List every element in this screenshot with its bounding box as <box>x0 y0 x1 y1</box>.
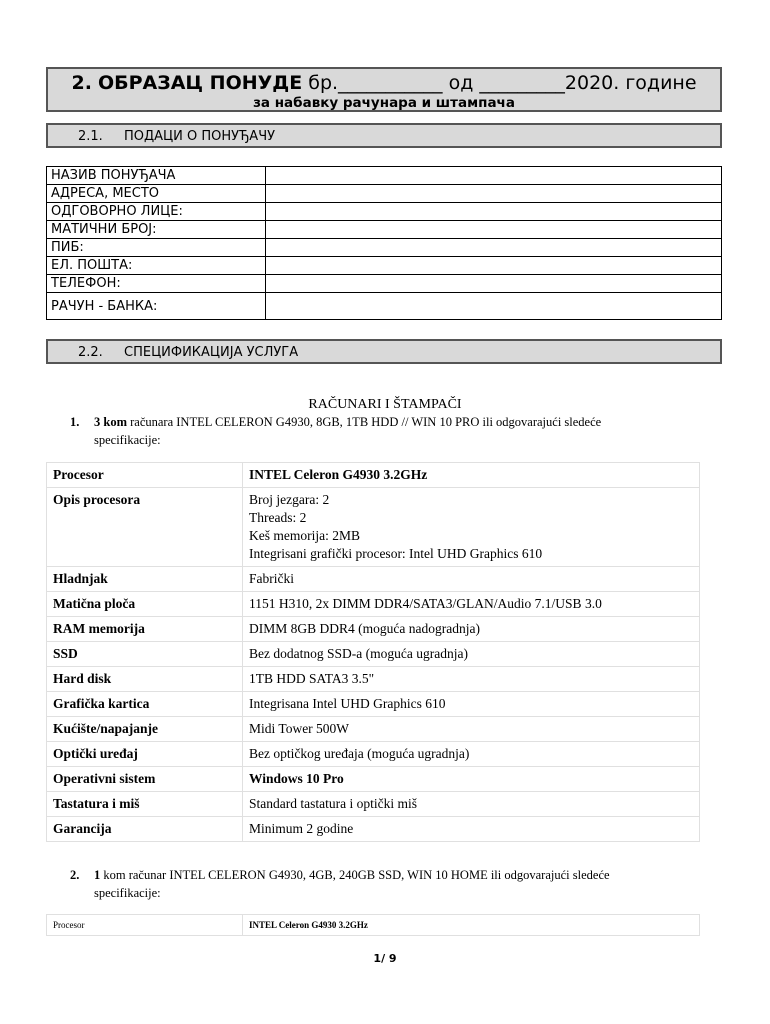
table-row <box>47 642 700 667</box>
table-row <box>47 592 700 617</box>
item-text: računara INTEL CELERON G4930, 8GB, 1TB HDD // WIN 10 PRO ili odgovarajući sledeće <box>130 415 602 429</box>
spec-value <box>243 692 700 717</box>
table-row <box>47 915 700 936</box>
bidder-field-value[interactable] <box>266 221 722 239</box>
table-row <box>47 667 700 692</box>
spec-key: RAM memorija <box>47 617 243 642</box>
spec-table-2 <box>46 914 700 936</box>
bidder-field-value[interactable] <box>266 293 722 320</box>
spec-value-line: Minimum 2 godine <box>249 821 354 836</box>
table-row <box>47 567 700 592</box>
bidder-row <box>47 203 722 221</box>
table-row <box>47 767 700 792</box>
spec-value <box>243 642 700 667</box>
section-number: 2.2. <box>78 345 103 360</box>
spec-value-line: INTEL Celeron G4930 3.2GHz <box>249 467 428 482</box>
section-label: СПЕЦИФИКАЦИЈА УСЛУГА <box>124 345 299 360</box>
spec-value <box>243 742 700 767</box>
section-label: ПОДАЦИ О ПОНУЂАЧУ <box>124 129 276 144</box>
spec-value-line: 1TB HDD SATA3 3.5" <box>249 671 375 686</box>
spec-value-line: Standard tastatura i optički miš <box>249 796 417 811</box>
spec-value <box>243 488 700 567</box>
bidder-field-label: РАЧУН - БАНКА: <box>47 293 266 320</box>
item-text-cont: specifikacije: <box>94 433 161 447</box>
bidder-field-value[interactable] <box>266 275 722 293</box>
spec-key: Hladnjak <box>47 567 243 592</box>
spec-value <box>243 617 700 642</box>
bidder-row <box>47 239 722 257</box>
spec-value-line: Integrisana Intel UHD Graphics 610 <box>249 696 446 711</box>
bidder-row <box>47 293 722 320</box>
bidder-field-label: ПИБ: <box>47 239 266 257</box>
spec-value <box>243 792 700 817</box>
spec-key: Garancija <box>47 817 243 842</box>
bidder-field-label: МАТИЧНИ БРОЈ: <box>47 221 266 239</box>
spec-key: Procesor <box>47 463 243 488</box>
item-2-description <box>70 866 690 902</box>
spec-value-line: DIMM 8GB DDR4 (moguća nadogradnja) <box>249 621 480 636</box>
spec-heading: RAČUNARI I ŠTAMPAČI <box>308 397 462 412</box>
bidder-row <box>47 257 722 275</box>
table-row <box>47 617 700 642</box>
table-row <box>47 488 700 567</box>
spec-value-line: Threads: 2 <box>249 510 307 525</box>
bidder-field-label: АДРЕСА, МЕСТО <box>47 185 266 203</box>
bidder-field-value[interactable] <box>266 185 722 203</box>
form-title <box>48 72 720 94</box>
item-number: 1. <box>70 415 80 429</box>
title-tail: бр.___________ од _________2020. године <box>308 72 697 94</box>
title-heading: ОБРАЗАЦ ПОНУДЕ <box>97 72 303 94</box>
form-title-box <box>46 67 722 112</box>
spec-key: Opis procesora <box>47 488 243 567</box>
spec-value-line: Integrisani grafički procesor: Intel UHD Graphics 610 <box>249 546 543 561</box>
spec-key: Optički uređaj <box>47 742 243 767</box>
table-row <box>47 717 700 742</box>
item-quantity: 3 kom <box>94 415 127 429</box>
spec-value-line: Windows 10 Pro <box>249 771 344 786</box>
spec-value-line: Keš memorija: 2MB <box>249 528 360 543</box>
spec-key: Grafička kartica <box>47 692 243 717</box>
spec-value <box>243 767 700 792</box>
item-1-description <box>70 413 690 449</box>
section-number: 2.1. <box>78 129 103 144</box>
bidder-field-value[interactable] <box>266 239 722 257</box>
title-number: 2. <box>71 72 92 94</box>
table-row <box>47 792 700 817</box>
bidder-data-table <box>46 166 722 320</box>
bidder-field-label: ТЕЛЕФОН: <box>47 275 266 293</box>
form-subtitle: за набавку рачунара и штампача <box>253 95 515 111</box>
bidder-field-label: ОДГОВОРНО ЛИЦЕ: <box>47 203 266 221</box>
item-text-cont: specifikacije: <box>94 886 161 900</box>
table-row <box>47 817 700 842</box>
item-text: kom računar INTEL CELERON G4930, 4GB, 240GB SSD, WIN 10 HOME ili odgovarajući sledeće <box>103 868 610 882</box>
spec-value-line: Bez dodatnog SSD-a (moguća ugradnja) <box>249 646 468 661</box>
spec-value <box>243 567 700 592</box>
spec-value-line: 1151 H310, 2x DIMM DDR4/SATA3/GLAN/Audio 7.1/USB 3.0 <box>249 596 602 611</box>
spec-key: Tastatura i miš <box>47 792 243 817</box>
spec-value <box>243 592 700 617</box>
spec-value-line: Broj jezgara: 2 <box>249 492 330 507</box>
page-number: 1/ 9 <box>373 952 397 965</box>
bidder-row <box>47 167 722 185</box>
spec-key: Hard disk <box>47 667 243 692</box>
section-services-spec <box>46 339 722 364</box>
spec-key: Matična ploča <box>47 592 243 617</box>
spec-value-line: Fabrički <box>249 571 294 586</box>
bidder-field-value[interactable] <box>266 167 722 185</box>
spec-key: Procesor <box>47 915 243 936</box>
spec-table-1 <box>46 462 700 842</box>
spec-value <box>243 463 700 488</box>
spec-value <box>243 717 700 742</box>
table-row <box>47 463 700 488</box>
section-bidder-data <box>46 123 722 148</box>
spec-key: Kućište/napajanje <box>47 717 243 742</box>
bidder-row <box>47 185 722 203</box>
bidder-row <box>47 275 722 293</box>
bidder-field-value[interactable] <box>266 203 722 221</box>
spec-value: INTEL Celeron G4930 3.2GHz <box>243 915 700 936</box>
item-quantity: 1 <box>94 868 101 882</box>
bidder-field-label: НАЗИВ ПОНУЂАЧА <box>47 167 266 185</box>
bidder-field-value[interactable] <box>266 257 722 275</box>
spec-key: Operativni sistem <box>47 767 243 792</box>
table-row <box>47 692 700 717</box>
bidder-field-label: ЕЛ. ПОШТА: <box>47 257 266 275</box>
spec-value <box>243 817 700 842</box>
spec-value-line: Bez optičkog uređaja (moguća ugradnja) <box>249 746 470 761</box>
item-number: 2. <box>70 868 80 882</box>
spec-key: SSD <box>47 642 243 667</box>
spec-value <box>243 667 700 692</box>
bidder-row <box>47 221 722 239</box>
spec-value-line: Midi Tower 500W <box>249 721 350 736</box>
table-row <box>47 742 700 767</box>
